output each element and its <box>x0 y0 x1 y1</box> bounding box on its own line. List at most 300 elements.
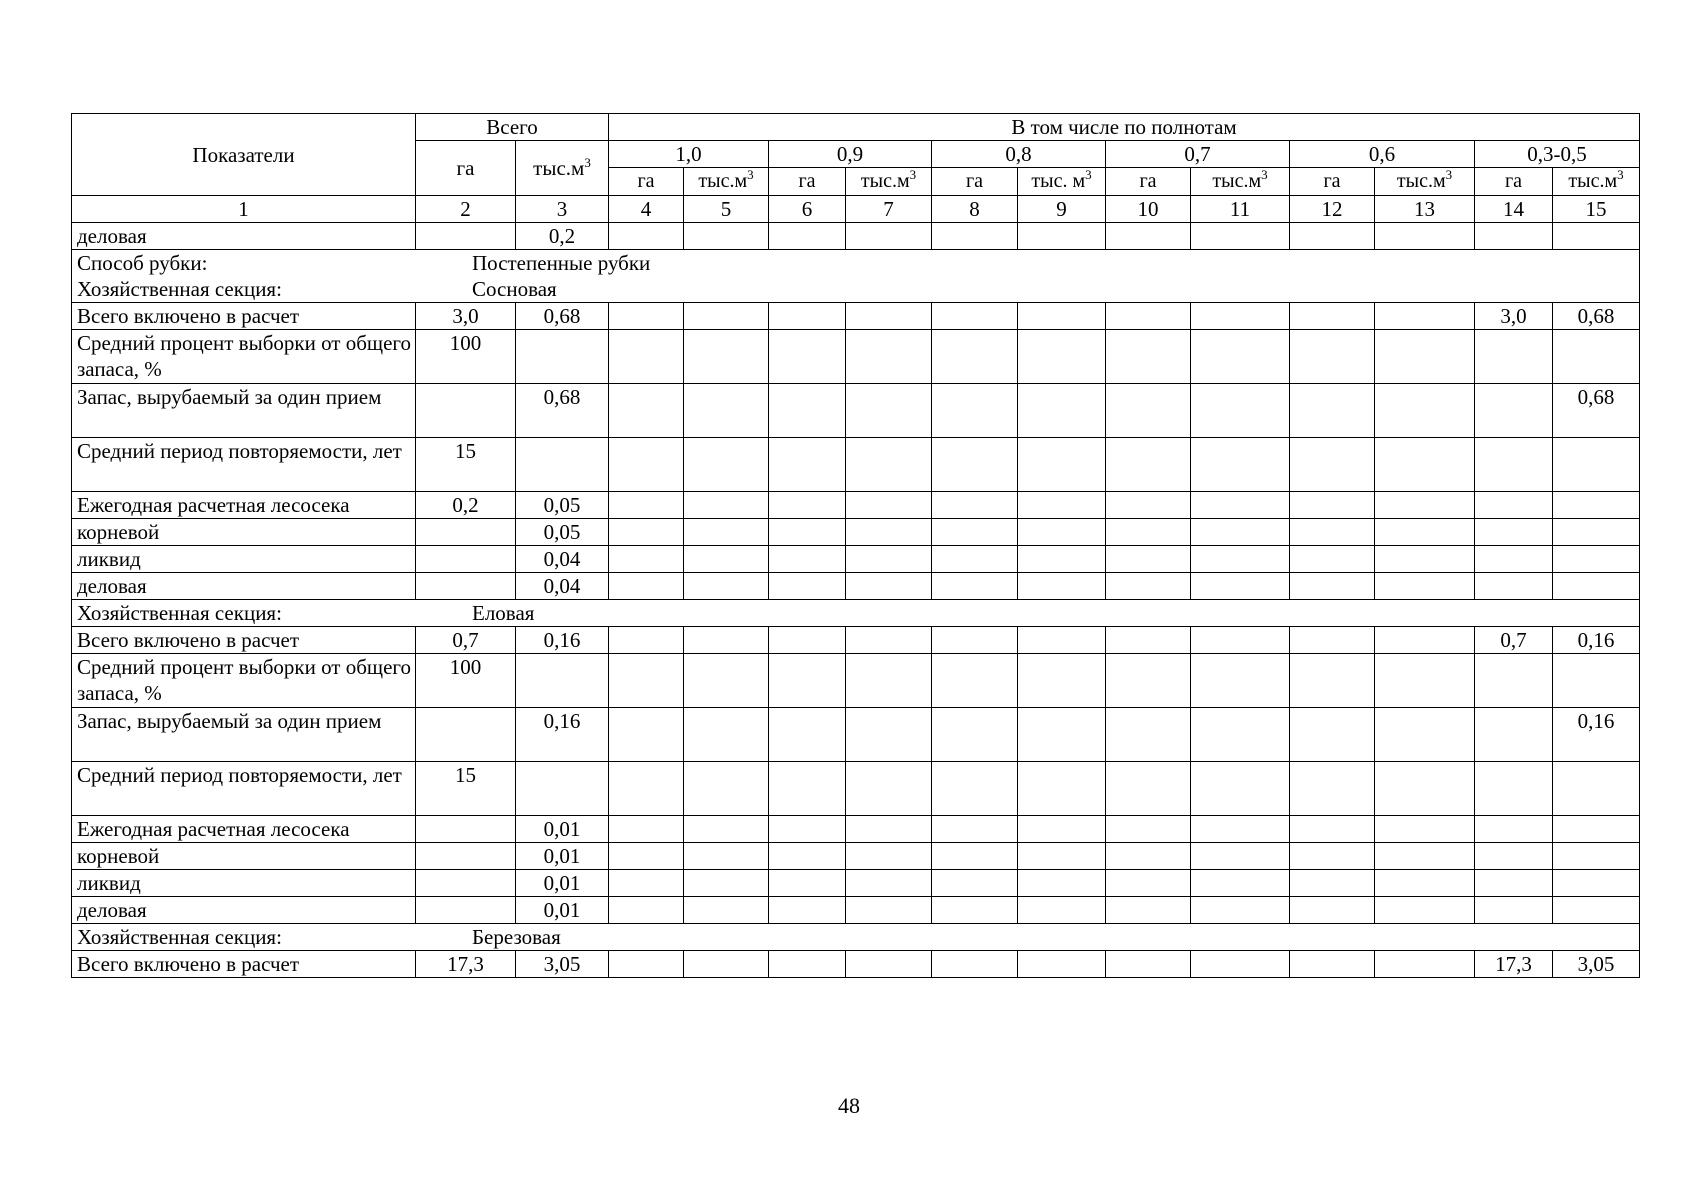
empty-cell <box>1018 816 1106 843</box>
empty-cell <box>609 330 684 384</box>
column-number: 6 <box>769 196 846 223</box>
table-row <box>72 330 1640 384</box>
empty-cell <box>846 762 932 816</box>
cell-total-ha: 15 <box>416 438 516 492</box>
header-density-4: 0,7 <box>1106 141 1290 168</box>
empty-cell <box>1106 627 1191 654</box>
cell-total-vol: 0,04 <box>516 573 609 600</box>
table-row <box>72 843 1640 870</box>
empty-cell <box>932 708 1018 762</box>
unit-ha-cell: га <box>769 168 846 196</box>
empty-cell <box>1191 843 1290 870</box>
cell-d05-ha <box>1475 843 1553 870</box>
empty-cell <box>609 951 684 978</box>
cell-total-vol: 0,68 <box>516 303 609 330</box>
cell-d05-vol <box>1553 519 1640 546</box>
cell-d05-vol <box>1553 654 1640 708</box>
empty-cell <box>1018 897 1106 924</box>
empty-cell <box>609 492 684 519</box>
empty-cell <box>1375 951 1475 978</box>
empty-cell <box>1191 573 1290 600</box>
empty-cell <box>846 843 932 870</box>
cell-d05-ha <box>1475 223 1553 250</box>
empty-cell <box>932 843 1018 870</box>
empty-cell <box>609 223 684 250</box>
table-row <box>72 897 1640 924</box>
cell-d05-vol: 0,68 <box>1553 303 1640 330</box>
page-number: 48 <box>838 1093 860 1118</box>
table-row <box>72 384 1640 438</box>
cell-d05-ha <box>1475 438 1553 492</box>
empty-cell <box>1290 627 1375 654</box>
empty-cell <box>609 816 684 843</box>
empty-cell <box>1290 762 1375 816</box>
cell-total-ha <box>416 708 516 762</box>
header-indicators: Показатели <box>72 114 416 196</box>
empty-cell <box>1106 519 1191 546</box>
header-density-2: 0,9 <box>769 141 932 168</box>
section-row <box>72 924 1640 951</box>
empty-cell <box>769 897 846 924</box>
section-value: Еловая <box>472 601 535 625</box>
empty-cell <box>1106 303 1191 330</box>
unit-ha-cell: га <box>1106 168 1191 196</box>
cell-total-ha: 0,7 <box>416 627 516 654</box>
table-row <box>72 303 1640 330</box>
cell-d05-ha <box>1475 654 1553 708</box>
empty-cell <box>684 438 769 492</box>
header-density-5: 0,6 <box>1290 141 1475 168</box>
empty-cell <box>609 762 684 816</box>
section-key: Хозяйственная секция: <box>77 601 282 625</box>
empty-cell <box>684 519 769 546</box>
empty-cell <box>769 330 846 384</box>
header-by-density: В том числе по полнотам <box>609 114 1640 141</box>
header-density-6: 0,3-0,5 <box>1475 141 1640 168</box>
empty-cell <box>1191 330 1290 384</box>
row-label: Средний период повторяемости, лет <box>72 438 416 492</box>
section-value: Березовая <box>472 925 561 949</box>
empty-cell <box>846 627 932 654</box>
empty-cell <box>1290 843 1375 870</box>
header-density-1: 1,0 <box>609 141 769 168</box>
table-row <box>72 654 1640 708</box>
cell-total-ha <box>416 870 516 897</box>
row-label: Всего включено в расчет <box>72 627 416 654</box>
empty-cell <box>684 303 769 330</box>
empty-cell <box>1106 654 1191 708</box>
cell-d05-ha <box>1475 519 1553 546</box>
empty-cell <box>1106 762 1191 816</box>
empty-cell <box>1290 384 1375 438</box>
empty-cell <box>684 870 769 897</box>
section-value: Постепенные рубки <box>472 251 651 275</box>
cell-total-ha: 15 <box>416 762 516 816</box>
column-number: 10 <box>1106 196 1191 223</box>
header-total: Всего <box>416 114 609 141</box>
empty-cell <box>1018 951 1106 978</box>
row-label: Всего включено в расчет <box>72 303 416 330</box>
cell-total-ha: 17,3 <box>416 951 516 978</box>
unit-ha-cell: га <box>932 168 1018 196</box>
cell-total-vol: 0,05 <box>516 519 609 546</box>
row-label: Средний процент выборки от общего запаса, % <box>72 654 416 708</box>
empty-cell <box>1375 627 1475 654</box>
empty-cell <box>932 897 1018 924</box>
cell-d05-vol <box>1553 330 1640 384</box>
empty-cell <box>1191 708 1290 762</box>
row-label: корневой <box>72 843 416 870</box>
empty-cell <box>684 843 769 870</box>
empty-cell <box>1018 330 1106 384</box>
empty-cell <box>1018 654 1106 708</box>
empty-cell <box>1018 438 1106 492</box>
empty-cell <box>1290 816 1375 843</box>
cell-d05-ha <box>1475 816 1553 843</box>
column-number: 11 <box>1191 196 1290 223</box>
cell-d05-ha <box>1475 762 1553 816</box>
empty-cell <box>1375 330 1475 384</box>
empty-cell <box>1375 384 1475 438</box>
empty-cell <box>932 330 1018 384</box>
empty-cell <box>684 708 769 762</box>
unit-vol-cell: $тыс.м^3$ <box>1553 168 1640 196</box>
empty-cell <box>769 627 846 654</box>
cell-total-ha <box>416 546 516 573</box>
section-row <box>72 250 1640 303</box>
row-label: деловая <box>72 897 416 924</box>
empty-cell <box>1375 708 1475 762</box>
empty-cell <box>1191 519 1290 546</box>
empty-cell <box>1191 870 1290 897</box>
empty-cell <box>1191 654 1290 708</box>
empty-cell <box>1106 843 1191 870</box>
empty-cell <box>1375 492 1475 519</box>
column-number-row <box>72 196 1640 223</box>
row-label: Средний процент выборки от общего запаса, % <box>72 330 416 384</box>
empty-cell <box>846 223 932 250</box>
cell-total-vol: 0,2 <box>516 223 609 250</box>
column-number: 14 <box>1475 196 1553 223</box>
cell-d05-ha <box>1475 573 1553 600</box>
empty-cell <box>846 654 932 708</box>
empty-cell <box>1018 708 1106 762</box>
cell-d05-vol <box>1553 492 1640 519</box>
empty-cell <box>932 573 1018 600</box>
empty-cell <box>769 303 846 330</box>
unit-vol-cell: $тыс.м^3$ <box>684 168 769 196</box>
cell-total-ha: 100 <box>416 330 516 384</box>
cell-d05-vol <box>1553 816 1640 843</box>
empty-cell <box>684 330 769 384</box>
empty-cell <box>846 573 932 600</box>
table-row <box>72 223 1640 250</box>
empty-cell <box>932 951 1018 978</box>
empty-cell <box>609 384 684 438</box>
empty-cell <box>684 654 769 708</box>
empty-cell <box>609 870 684 897</box>
section-cell <box>72 250 1640 303</box>
empty-cell <box>846 708 932 762</box>
section-cell <box>72 924 1640 951</box>
empty-cell <box>609 438 684 492</box>
empty-cell <box>769 816 846 843</box>
cell-d05-ha <box>1475 897 1553 924</box>
empty-cell <box>1375 897 1475 924</box>
empty-cell <box>1106 223 1191 250</box>
cell-total-ha: 3,0 <box>416 303 516 330</box>
empty-cell <box>932 519 1018 546</box>
empty-cell <box>846 897 932 924</box>
cell-total-vol: 0,01 <box>516 843 609 870</box>
cell-total-ha: 100 <box>416 654 516 708</box>
empty-cell <box>1191 438 1290 492</box>
empty-cell <box>1375 654 1475 708</box>
empty-cell <box>769 223 846 250</box>
cell-d05-ha: 0,7 <box>1475 627 1553 654</box>
cell-total-ha <box>416 897 516 924</box>
column-number: 2 <box>416 196 516 223</box>
empty-cell <box>769 492 846 519</box>
empty-cell <box>1191 816 1290 843</box>
table-row <box>72 951 1640 978</box>
empty-cell <box>932 870 1018 897</box>
empty-cell <box>1290 519 1375 546</box>
cell-total-vol <box>516 762 609 816</box>
cell-d05-vol <box>1553 870 1640 897</box>
unit-ha-cell: га <box>1290 168 1375 196</box>
empty-cell <box>609 654 684 708</box>
cell-d05-vol: 0,16 <box>1553 627 1640 654</box>
empty-cell <box>1018 870 1106 897</box>
header-total-vol: $тыс.м^3$ <box>516 141 609 196</box>
empty-cell <box>1018 546 1106 573</box>
empty-cell <box>1290 654 1375 708</box>
empty-cell <box>1290 870 1375 897</box>
unit-vol-cell: тыс. $м^3$ <box>1018 168 1106 196</box>
empty-cell <box>609 303 684 330</box>
row-label: ликвид <box>72 546 416 573</box>
empty-cell <box>932 384 1018 438</box>
cell-d05-ha: 17,3 <box>1475 951 1553 978</box>
empty-cell <box>1106 492 1191 519</box>
empty-cell <box>684 492 769 519</box>
cell-d05-ha <box>1475 546 1553 573</box>
row-label: корневой <box>72 519 416 546</box>
empty-cell <box>1106 870 1191 897</box>
table-row <box>72 708 1640 762</box>
cell-total-vol: 0,01 <box>516 816 609 843</box>
cell-d05-vol <box>1553 843 1640 870</box>
empty-cell <box>846 303 932 330</box>
cell-d05-ha <box>1475 330 1553 384</box>
empty-cell <box>684 384 769 438</box>
unit-vol-cell: $тыс.м^3$ <box>846 168 932 196</box>
empty-cell <box>1191 546 1290 573</box>
row-label: Запас, вырубаемый за один прием <box>72 708 416 762</box>
section-key: Хозяйственная секция: <box>77 925 282 949</box>
cell-total-vol <box>516 330 609 384</box>
empty-cell <box>609 708 684 762</box>
header-density-3: 0,8 <box>932 141 1106 168</box>
empty-cell <box>846 546 932 573</box>
cell-d05-vol: 3,05 <box>1553 951 1640 978</box>
empty-cell <box>1290 223 1375 250</box>
empty-cell <box>1375 546 1475 573</box>
cell-total-vol: 0,01 <box>516 897 609 924</box>
empty-cell <box>1191 492 1290 519</box>
empty-cell <box>1290 708 1375 762</box>
empty-cell <box>1375 223 1475 250</box>
empty-cell <box>769 519 846 546</box>
empty-cell <box>769 708 846 762</box>
empty-cell <box>769 951 846 978</box>
cell-total-vol: 0,04 <box>516 546 609 573</box>
cell-total-vol: 0,01 <box>516 870 609 897</box>
empty-cell <box>684 951 769 978</box>
empty-cell <box>769 843 846 870</box>
empty-cell <box>609 546 684 573</box>
cell-total-ha <box>416 384 516 438</box>
cell-total-ha <box>416 519 516 546</box>
empty-cell <box>1375 843 1475 870</box>
empty-cell <box>1290 330 1375 384</box>
empty-cell <box>684 546 769 573</box>
column-number: 1 <box>72 196 416 223</box>
empty-cell <box>1106 951 1191 978</box>
empty-cell <box>1106 816 1191 843</box>
cell-d05-ha: 3,0 <box>1475 303 1553 330</box>
empty-cell <box>1018 573 1106 600</box>
empty-cell <box>1191 762 1290 816</box>
cell-d05-vol: 0,68 <box>1553 384 1640 438</box>
cell-total-ha <box>416 223 516 250</box>
empty-cell <box>769 762 846 816</box>
table-row <box>72 762 1640 816</box>
row-label: деловая <box>72 223 416 250</box>
row-label: Всего включено в расчет <box>72 951 416 978</box>
empty-cell <box>846 870 932 897</box>
cell-total-vol: 0,68 <box>516 384 609 438</box>
cell-d05-vol <box>1553 897 1640 924</box>
column-number: 8 <box>932 196 1018 223</box>
table-row <box>72 573 1640 600</box>
empty-cell <box>1018 627 1106 654</box>
cell-total-ha <box>416 573 516 600</box>
empty-cell <box>1375 762 1475 816</box>
cell-total-vol <box>516 654 609 708</box>
empty-cell <box>1106 708 1191 762</box>
empty-cell <box>1106 384 1191 438</box>
row-label: деловая <box>72 573 416 600</box>
column-number: 4 <box>609 196 684 223</box>
table-row <box>72 816 1640 843</box>
cell-total-ha: 0,2 <box>416 492 516 519</box>
empty-cell <box>1290 546 1375 573</box>
empty-cell <box>846 519 932 546</box>
row-label: Ежегодная расчетная лесосека <box>72 492 416 519</box>
empty-cell <box>769 438 846 492</box>
empty-cell <box>846 816 932 843</box>
empty-cell <box>932 303 1018 330</box>
cell-total-vol: 0,16 <box>516 627 609 654</box>
cell-d05-ha <box>1475 708 1553 762</box>
empty-cell <box>609 627 684 654</box>
empty-cell <box>846 384 932 438</box>
cell-d05-ha <box>1475 870 1553 897</box>
column-number: 7 <box>846 196 932 223</box>
empty-cell <box>1191 627 1290 654</box>
cell-total-ha <box>416 843 516 870</box>
section-cell <box>72 600 1640 627</box>
empty-cell <box>932 816 1018 843</box>
data-table <box>71 113 1640 978</box>
unit-ha-cell: га <box>1475 168 1553 196</box>
empty-cell <box>1375 303 1475 330</box>
column-number: 13 <box>1375 196 1475 223</box>
empty-cell <box>932 223 1018 250</box>
empty-cell <box>932 654 1018 708</box>
empty-cell <box>1290 897 1375 924</box>
section-key: Хозяйственная секция: <box>77 277 282 301</box>
column-number: 9 <box>1018 196 1106 223</box>
empty-cell <box>769 654 846 708</box>
empty-cell <box>1106 546 1191 573</box>
cell-total-vol: 0,16 <box>516 708 609 762</box>
unit-vol-cell: $тыс.м^3$ <box>1191 168 1290 196</box>
row-label: Средний период повторяемости, лет <box>72 762 416 816</box>
empty-cell <box>846 492 932 519</box>
empty-cell <box>609 897 684 924</box>
cell-d05-vol <box>1553 573 1640 600</box>
unit-vol-cell: $тыс.м^3$ <box>1375 168 1475 196</box>
empty-cell <box>1106 573 1191 600</box>
empty-cell <box>1106 438 1191 492</box>
empty-cell <box>684 627 769 654</box>
empty-cell <box>684 223 769 250</box>
empty-cell <box>1290 303 1375 330</box>
empty-cell <box>846 951 932 978</box>
cell-d05-vol <box>1553 438 1640 492</box>
table-row <box>72 627 1640 654</box>
empty-cell <box>932 762 1018 816</box>
empty-cell <box>846 438 932 492</box>
empty-cell <box>1018 384 1106 438</box>
empty-cell <box>609 843 684 870</box>
empty-cell <box>1106 897 1191 924</box>
row-label: ликвид <box>72 870 416 897</box>
cell-total-vol <box>516 438 609 492</box>
empty-cell <box>1018 492 1106 519</box>
table-row <box>72 492 1640 519</box>
empty-cell <box>1375 519 1475 546</box>
cell-d05-vol <box>1553 762 1640 816</box>
section-value: Сосновая <box>472 277 557 301</box>
row-label: Ежегодная расчетная лесосека <box>72 816 416 843</box>
empty-cell <box>932 546 1018 573</box>
empty-cell <box>1290 492 1375 519</box>
cell-d05-vol: 0,16 <box>1553 708 1640 762</box>
empty-cell <box>932 438 1018 492</box>
empty-cell <box>769 384 846 438</box>
cell-d05-ha <box>1475 384 1553 438</box>
empty-cell <box>1018 843 1106 870</box>
empty-cell <box>1290 951 1375 978</box>
column-number: 12 <box>1290 196 1375 223</box>
header-total-ha: га <box>416 141 516 196</box>
empty-cell <box>1290 573 1375 600</box>
empty-cell <box>609 519 684 546</box>
